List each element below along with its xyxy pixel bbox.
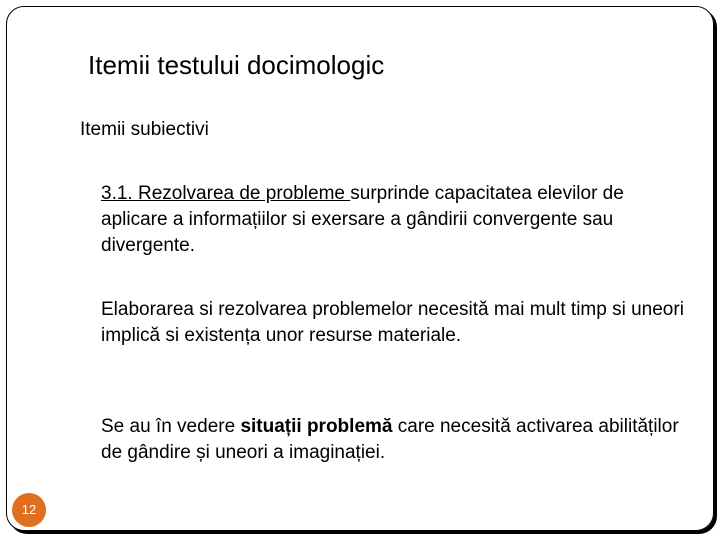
paragraph-text-after: care necesită activarea abilităților de gândire și uneori a imaginației. (101, 416, 679, 463)
paragraph-problem-situations (101, 414, 691, 466)
paragraph-heading-underlined: 3.1. Rezolvarea de probleme (101, 183, 351, 204)
paragraph-elaboration: Elaborarea si rezolvarea problemelor necesită mai mult timp si uneori implică si existența unor resurse materiale. (101, 299, 684, 346)
slide-title: Itemii testului docimologic (88, 50, 385, 80)
paragraph-text: surprinde capacitatea elevilor de aplicare a informațiilor si exersare a gândirii convergente sau divergente. (101, 183, 624, 256)
slide-subtitle: Itemii subiectivi (80, 119, 209, 140)
paragraph-text-before: Se au în vedere (101, 416, 241, 437)
paragraph-bold-term: situații problemă (240, 416, 393, 437)
page-number-badge: 12 (12, 493, 46, 527)
paragraph-problem-solving (101, 181, 691, 259)
